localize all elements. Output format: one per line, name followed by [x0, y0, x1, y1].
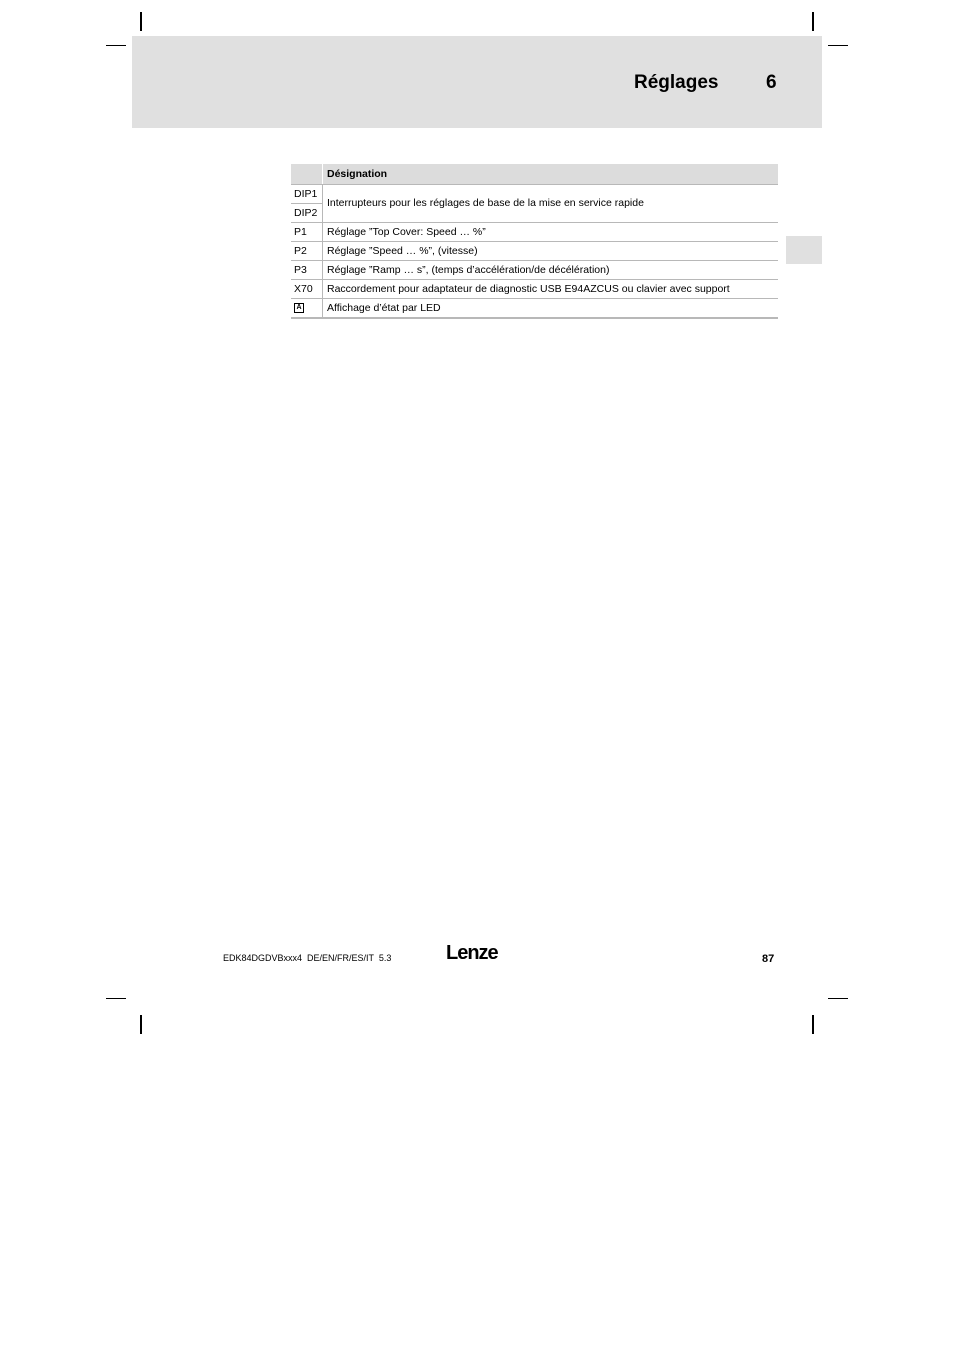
- crop-mark: [140, 12, 142, 31]
- table-row: [291, 299, 778, 319]
- crop-mark: [812, 1015, 814, 1034]
- row-key: P1: [291, 223, 323, 241]
- page-number: 87: [762, 953, 775, 965]
- chapter-number: 6: [766, 72, 777, 93]
- row-value: Réglage ”Ramp … s”, (temps d’accélération/de décélération): [327, 264, 610, 276]
- row-key: DIP1: [294, 188, 318, 200]
- crop-mark: [106, 998, 126, 999]
- crop-mark: [812, 12, 814, 31]
- crop-mark: [828, 45, 848, 46]
- table-header-row: [291, 164, 778, 185]
- table-header-designation: Désignation: [327, 168, 388, 180]
- row-key: DIP2: [294, 207, 318, 219]
- row-value: Interrupteurs pour les réglages de base de la mise en service rapide: [327, 197, 644, 209]
- row-value: Réglage ”Speed … %”, (vitesse): [327, 245, 478, 257]
- table-header-key: [291, 164, 323, 184]
- table-row: [291, 223, 778, 242]
- crop-mark: [140, 1015, 142, 1034]
- table-row: [291, 242, 778, 261]
- row-value: Raccordement pour adaptateur de diagnostic USB E94AZCUS ou clavier avec support: [327, 283, 730, 295]
- table-row: [291, 261, 778, 280]
- chapter-side-tab: [786, 236, 822, 264]
- row-key: P2: [291, 242, 323, 260]
- page-header: [132, 36, 822, 128]
- table-row: [291, 280, 778, 299]
- row-key: P3: [291, 261, 323, 279]
- table-row: [291, 185, 778, 223]
- document-code: EDK84DGDVBxxx4 DE/EN/FR/ES/IT 5.3: [223, 953, 392, 963]
- table-key-cell: [291, 185, 323, 222]
- lenze-logo: Lenze: [446, 942, 498, 964]
- crop-mark: [828, 998, 848, 999]
- row-key: X70: [291, 280, 323, 298]
- page-title: Réglages: [634, 72, 719, 93]
- row-value: Affichage d’état par LED: [327, 302, 441, 314]
- designation-table: [291, 164, 778, 319]
- crop-mark: [106, 45, 126, 46]
- led-label-box: A: [294, 303, 304, 313]
- row-value: Réglage ”Top Cover: Speed … %”: [327, 226, 486, 238]
- row-key-cell: [291, 299, 323, 317]
